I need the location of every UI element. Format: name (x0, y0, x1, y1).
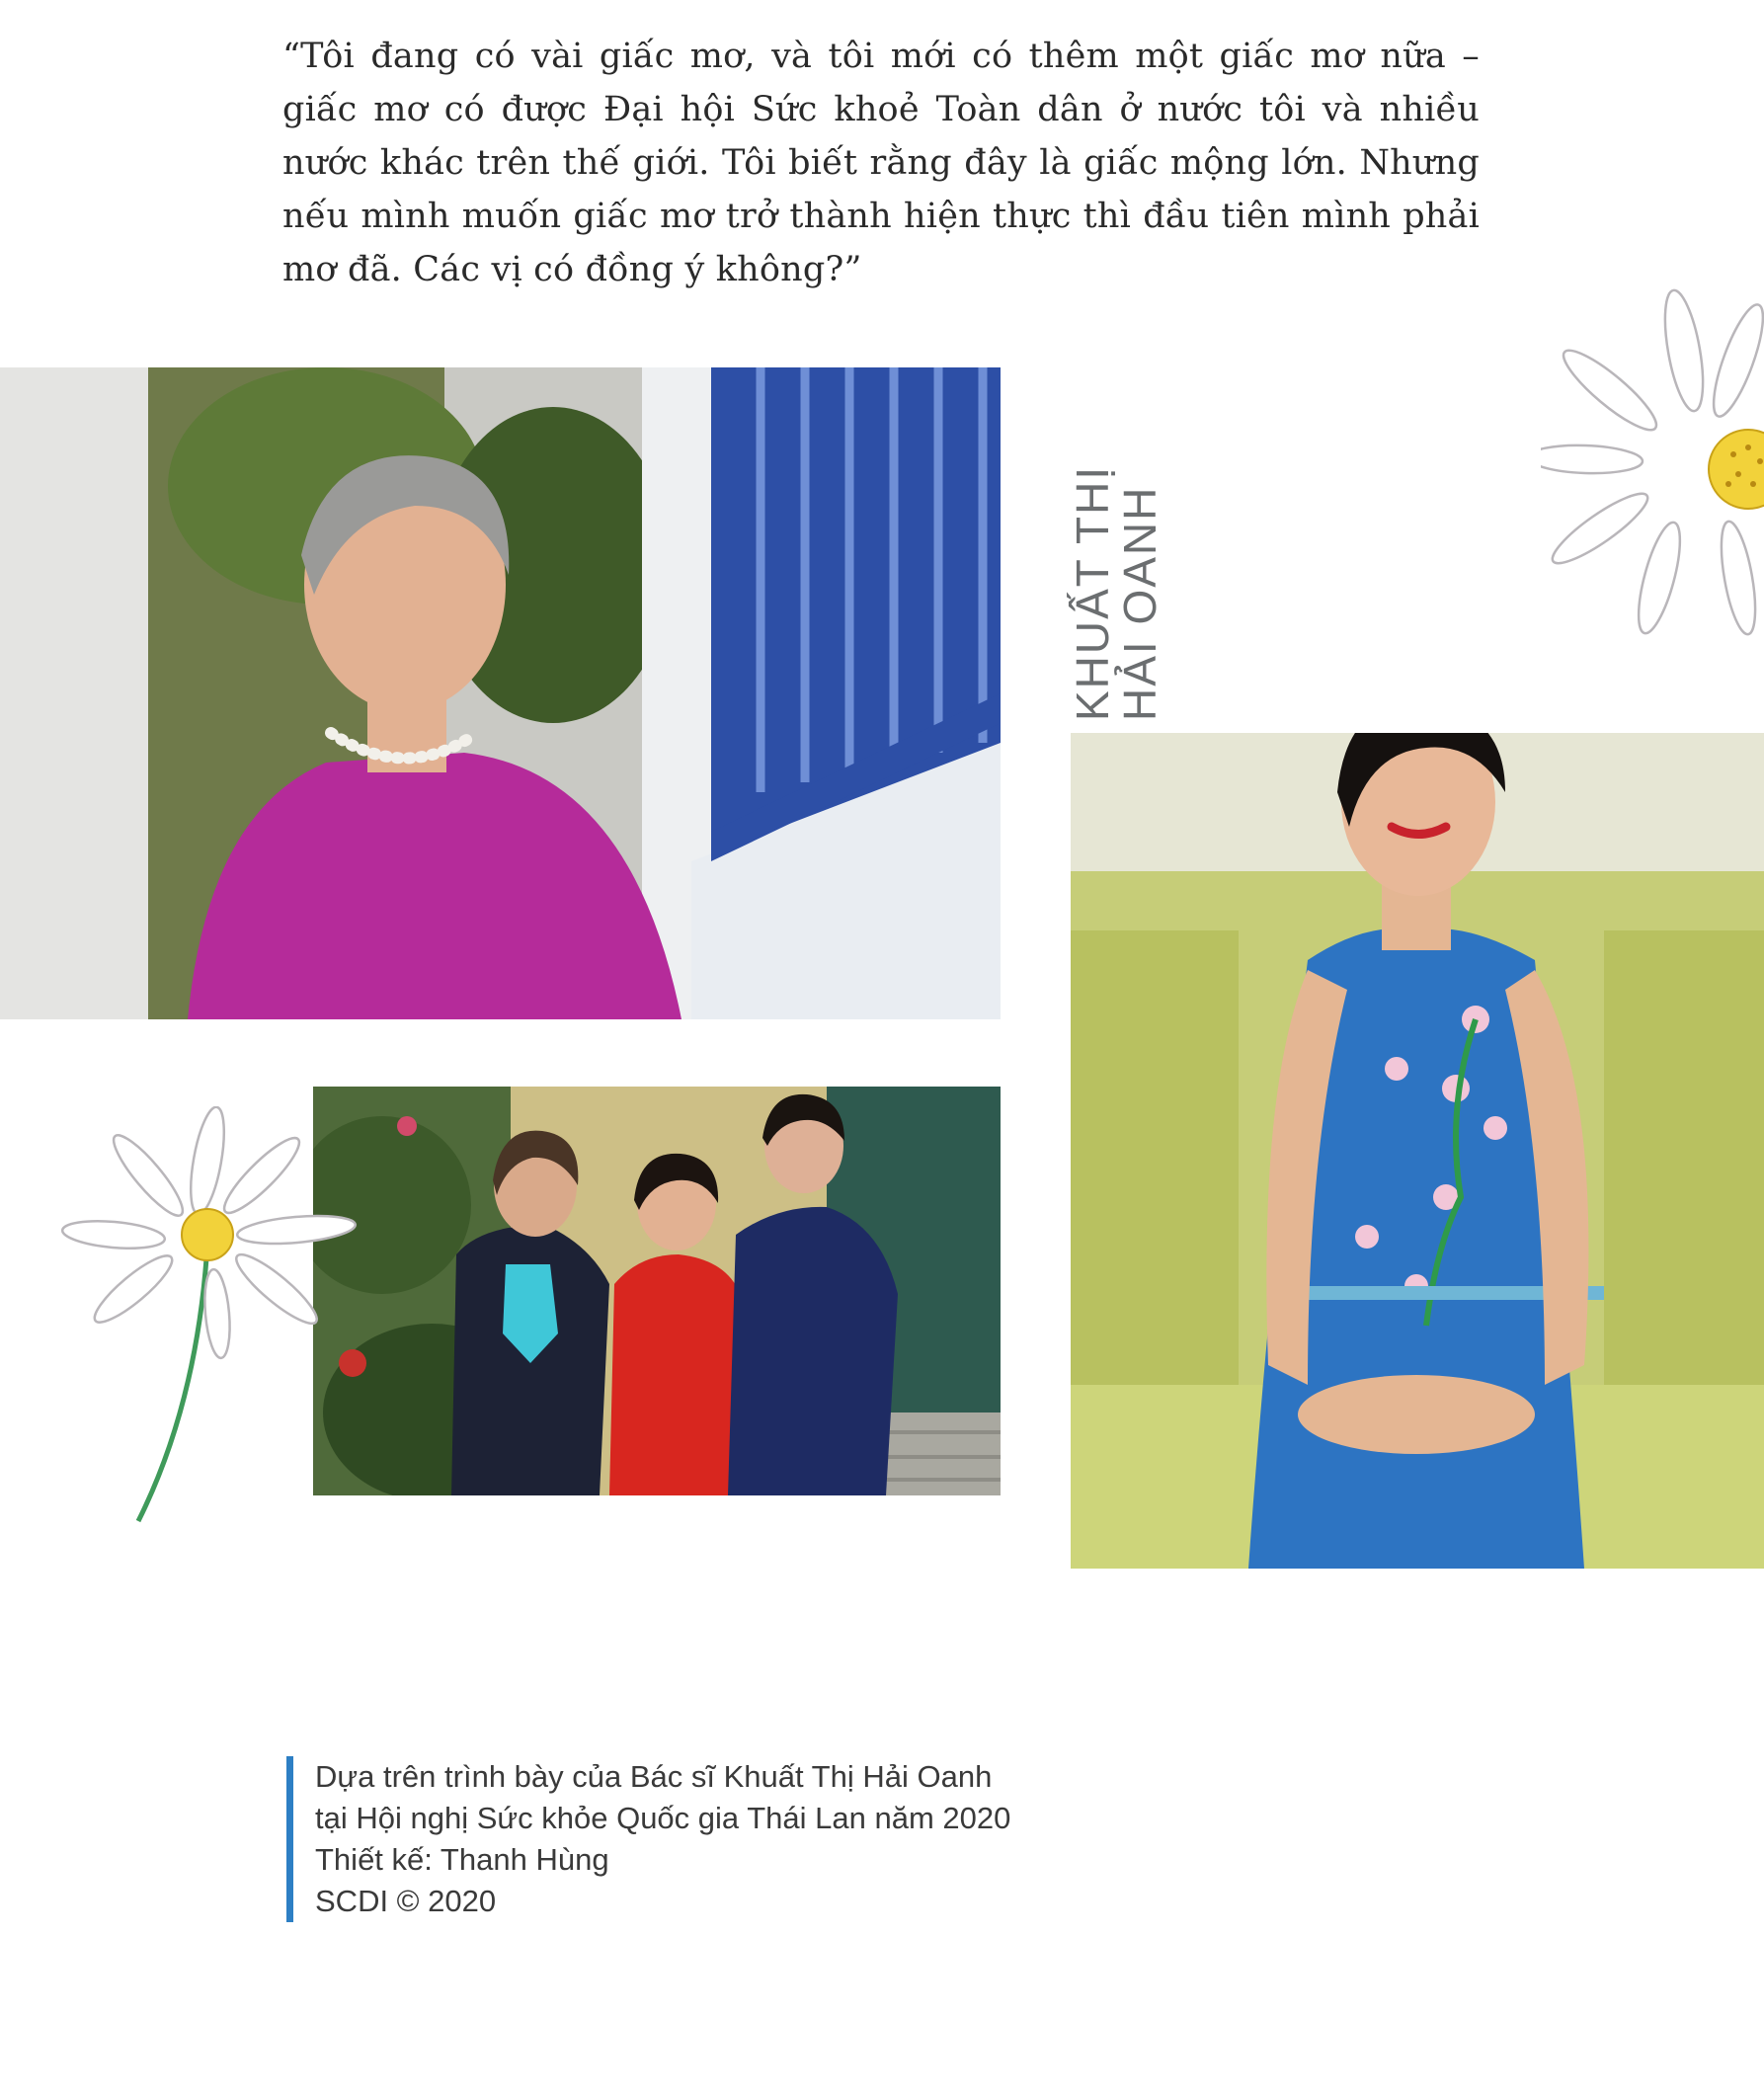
person-name-line-2: HẢI OANH (1114, 485, 1165, 721)
credits-block (286, 1756, 1204, 1922)
credits-line-3: Thiết kế: Thanh Hùng (315, 1842, 609, 1877)
credits-line-4: SCDI © 2020 (315, 1884, 497, 1918)
quote-paragraph: “Tôi đang có vài giấc mơ, và tôi mới có thêm một giấc mơ nữa – giấc mơ có được Đại hội Sức khoẻ Toàn dân ở nước tôi và nhiều nước khác trên thế giới. Tôi biết rằng đây là giấc mộng lớn. Nhưng nếu mình muốn giấc mơ trở thành hiện thực thì đầu tiên mình phải mơ đã. Các vị có đồng ý không?” (282, 37, 1480, 289)
daisy-decoration-top (1541, 282, 1764, 677)
portrait-photo-magenta (0, 367, 1001, 1019)
credits-line-2: tại Hội nghị Sức khỏe Quốc gia Thái Lan năm 2020 (315, 1801, 1011, 1835)
person-name-vertical (1069, 464, 1167, 721)
family-photo (313, 1087, 1001, 1495)
daisy-decoration-left (59, 1106, 405, 1531)
portrait-photo-blue-dress (1071, 733, 1764, 1569)
person-name-line-1: KHUẤT THỊ (1067, 464, 1118, 721)
credits-line-1: Dựa trên trình bày của Bác sĩ Khuất Thị Hải Oanh (315, 1759, 993, 1794)
